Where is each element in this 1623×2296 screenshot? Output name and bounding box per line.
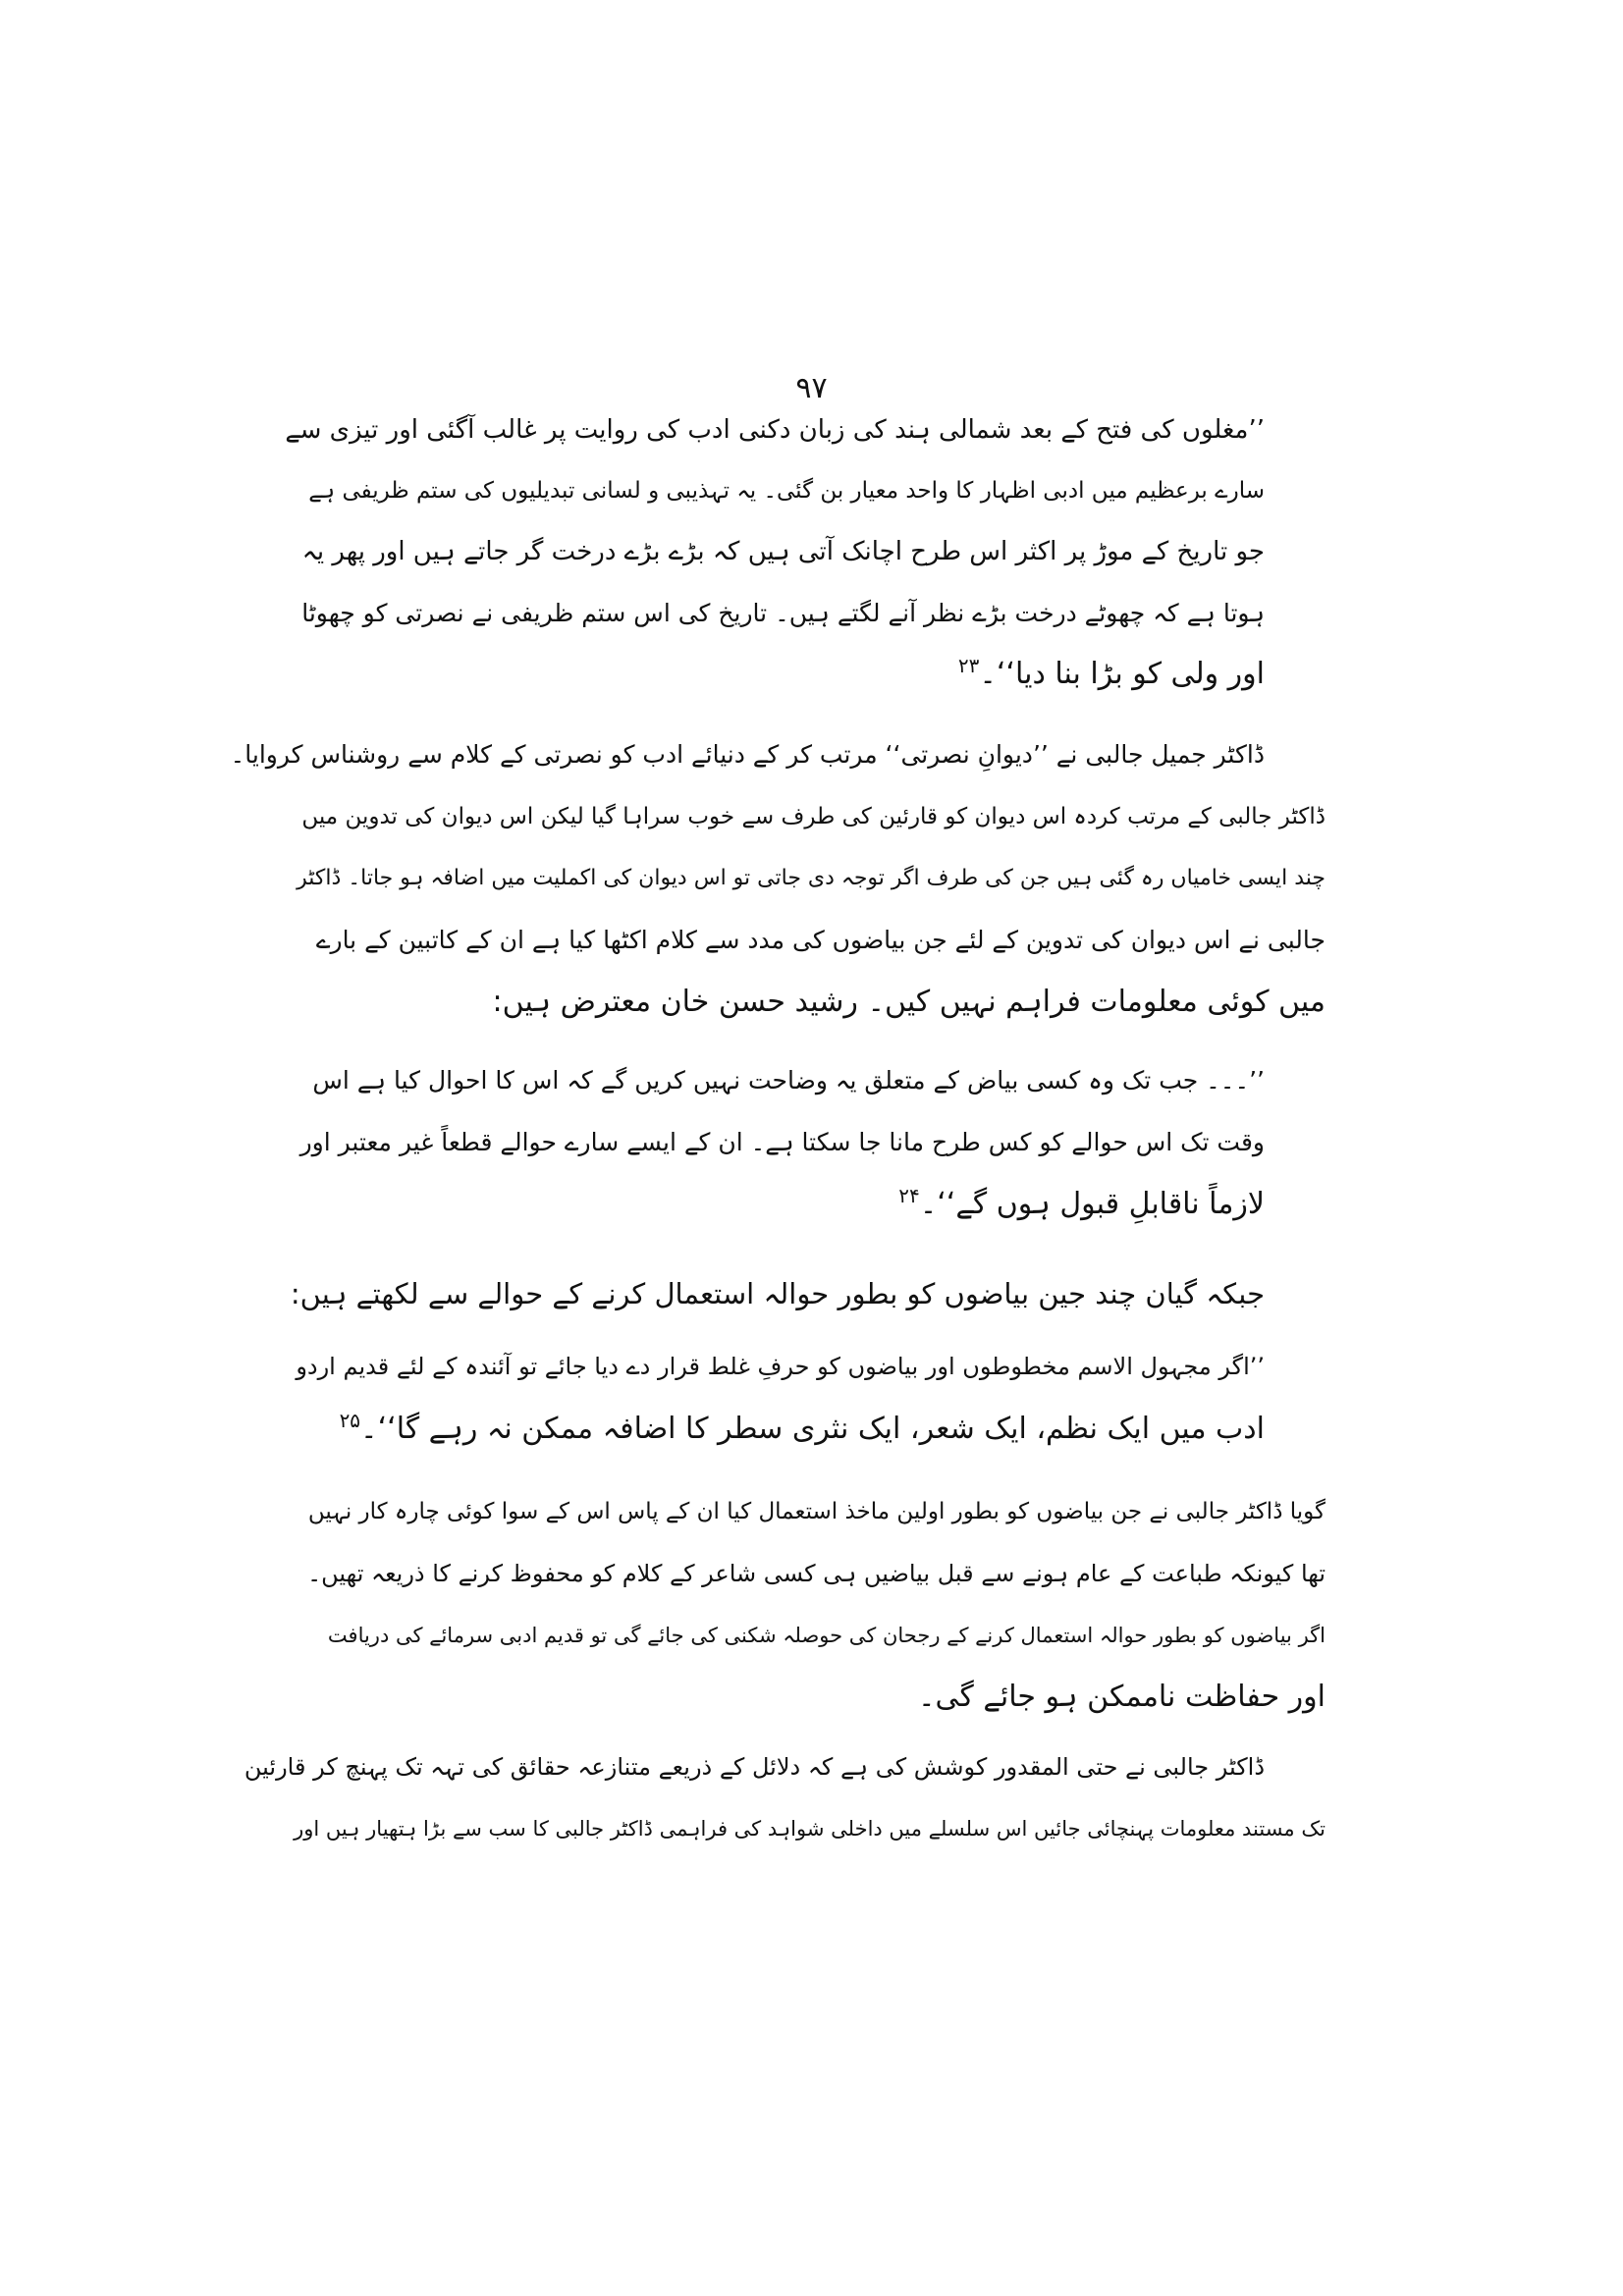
quote-3-line-2 bbox=[283, 1405, 1265, 1454]
quote-3-line-1: ’’اگر مجہول الاسم مخطوطوں اور بیاضوں کو حرفِ غلط قرار دے دیا جائے تو آئندہ کے لئے قدیم اردو bbox=[296, 1353, 1265, 1380]
quote-2-line-3-text: لازماً ناقابلِ قبول ہوں گے‘‘۔ bbox=[919, 1187, 1265, 1221]
paragraph-1-line-4: جالبی نے اس دیوان کی تدوین کے لئے جن بیاضوں کی مدد سے کلام اکٹھا کیا ہے ان کے کاتبین کے بارے bbox=[315, 926, 1325, 954]
quote-1-line-3: جو تاریخ کے موڑ پر اکثر اس طرح اچانک آتی ہیں کہ بڑے بڑے درخت گر جاتے ہیں اور پھر یہ bbox=[301, 537, 1265, 566]
paragraph-3-line-2: تک مستند معلومات پہنچائی جائیں اس سلسلے میں داخلی شواہد کی فراہمی ڈاکٹر جالبی کا سب سے بڑا ہتھیار ہیں اور bbox=[294, 1817, 1325, 1841]
quote-2-line-2: وقت تک اس حوالے کو کس طرح مانا جا سکتا ہے۔ ان کے ایسے سارے حوالے قطعاً غیر معتبر اور bbox=[299, 1128, 1265, 1156]
paragraph-2-line-4: اور حفاظت ناممکن ہو جائے گی۔ bbox=[917, 1680, 1325, 1714]
paragraph-2-line-2: تھا کیونکہ طباعت کے عام ہونے سے قبل بیاضیں ہی کسی شاعر کے کلام کو محفوظ کرنے کا ذریعہ تھیں۔ bbox=[307, 1560, 1325, 1587]
footnote-ref-24: ۲۴ bbox=[898, 1184, 920, 1207]
quote-1-line-1: ’’مغلوں کی فتح کے بعد شمالی ہند کی زبان دکنی ادب کی روایت پر غالب آگئی اور تیزی سے bbox=[285, 415, 1265, 445]
quote-1-line-5-text: اور ولی کو بڑا بنا دیا‘‘۔ bbox=[979, 657, 1265, 691]
quote-3-line-2-text: ادب میں ایک نظم، ایک شعر، ایک نثری سطر کا اضافہ ممکن نہ رہے گا‘‘۔ bbox=[360, 1412, 1265, 1446]
paragraph-1-line-2: ڈاکٹر جالبی کے مرتب کردہ اس دیوان کو قارئین کی طرف سے خوب سراہا گیا لیکن اس دیوان کی تدوین میں bbox=[301, 804, 1325, 829]
paragraph-1-line-1: ڈاکٹر جمیل جالبی نے ’’دیوانِ نصرتی‘‘ مرتب کر کے دنیائے ادب کو نصرتی کے کلام سے روشناس کروایا۔ bbox=[230, 740, 1265, 769]
paragraph-2-line-3: اگر بیاضوں کو بطور حوالہ استعمال کرنے کے رجحان کی حوصلہ شکنی کی جائے گی تو قدیم ادبی سرمائے کی دریافت bbox=[327, 1624, 1325, 1647]
footnote-ref-23: ۲۳ bbox=[957, 654, 980, 677]
paragraph-3-line-1: ڈاکٹر جالبی نے حتی المقدور کوشش کی ہے کہ دلائل کے ذریعے متنازعہ حقائق کی تہہ تک پہنچ کر قارئین bbox=[243, 1753, 1265, 1781]
quote-1-line-4: ہوتا ہے کہ چھوٹے درخت بڑے نظر آنے لگتے ہیں۔ تاریخ کی اس ستم ظریفی نے نصرتی کو چھوٹا bbox=[301, 599, 1265, 627]
quote-1-line-2: سارے برعظیم میں ادبی اظہار کا واحد معیار بن گئی۔ یہ تہذیبی و لسانی تبدیلیوں کی ستم ظریفی ہے bbox=[308, 478, 1265, 504]
quote-2-line-1: ’’۔۔۔ جب تک وہ کسی بیاض کے متعلق یہ وضاحت نہیں کریں گے کہ اس کا احوال کیا ہے اس bbox=[312, 1066, 1265, 1095]
page-number: ۹۷ bbox=[795, 371, 828, 405]
quote-3-intro: جبکہ گیان چند جین بیاضوں کو بطور حوالہ استعمال کرنے کے حوالے سے لکھتے ہیں: bbox=[290, 1277, 1265, 1310]
paragraph-1-line-3: چند ایسی خامیاں رہ گئی ہیں جن کی طرف اگر توجہ دی جاتی تو اس دیوان کی اکملیت میں اضافہ ہو جاتا۔ ڈاکٹر bbox=[297, 866, 1325, 890]
quote-1-line-5 bbox=[283, 650, 1265, 699]
paragraph-1-line-5: میں کوئی معلومات فراہم نہیں کیں۔ رشید حسن خان معترض ہیں: bbox=[492, 985, 1325, 1019]
quote-2-line-3 bbox=[283, 1180, 1265, 1229]
paragraph-2-line-1: گویا ڈاکٹر جالبی نے جن بیاضوں کو بطور اولین ماخذ استعمال کیا ان کے پاس اس کے سوا کوئی چارہ کار نہیں bbox=[307, 1499, 1325, 1524]
footnote-ref-25: ۲۵ bbox=[339, 1409, 361, 1432]
